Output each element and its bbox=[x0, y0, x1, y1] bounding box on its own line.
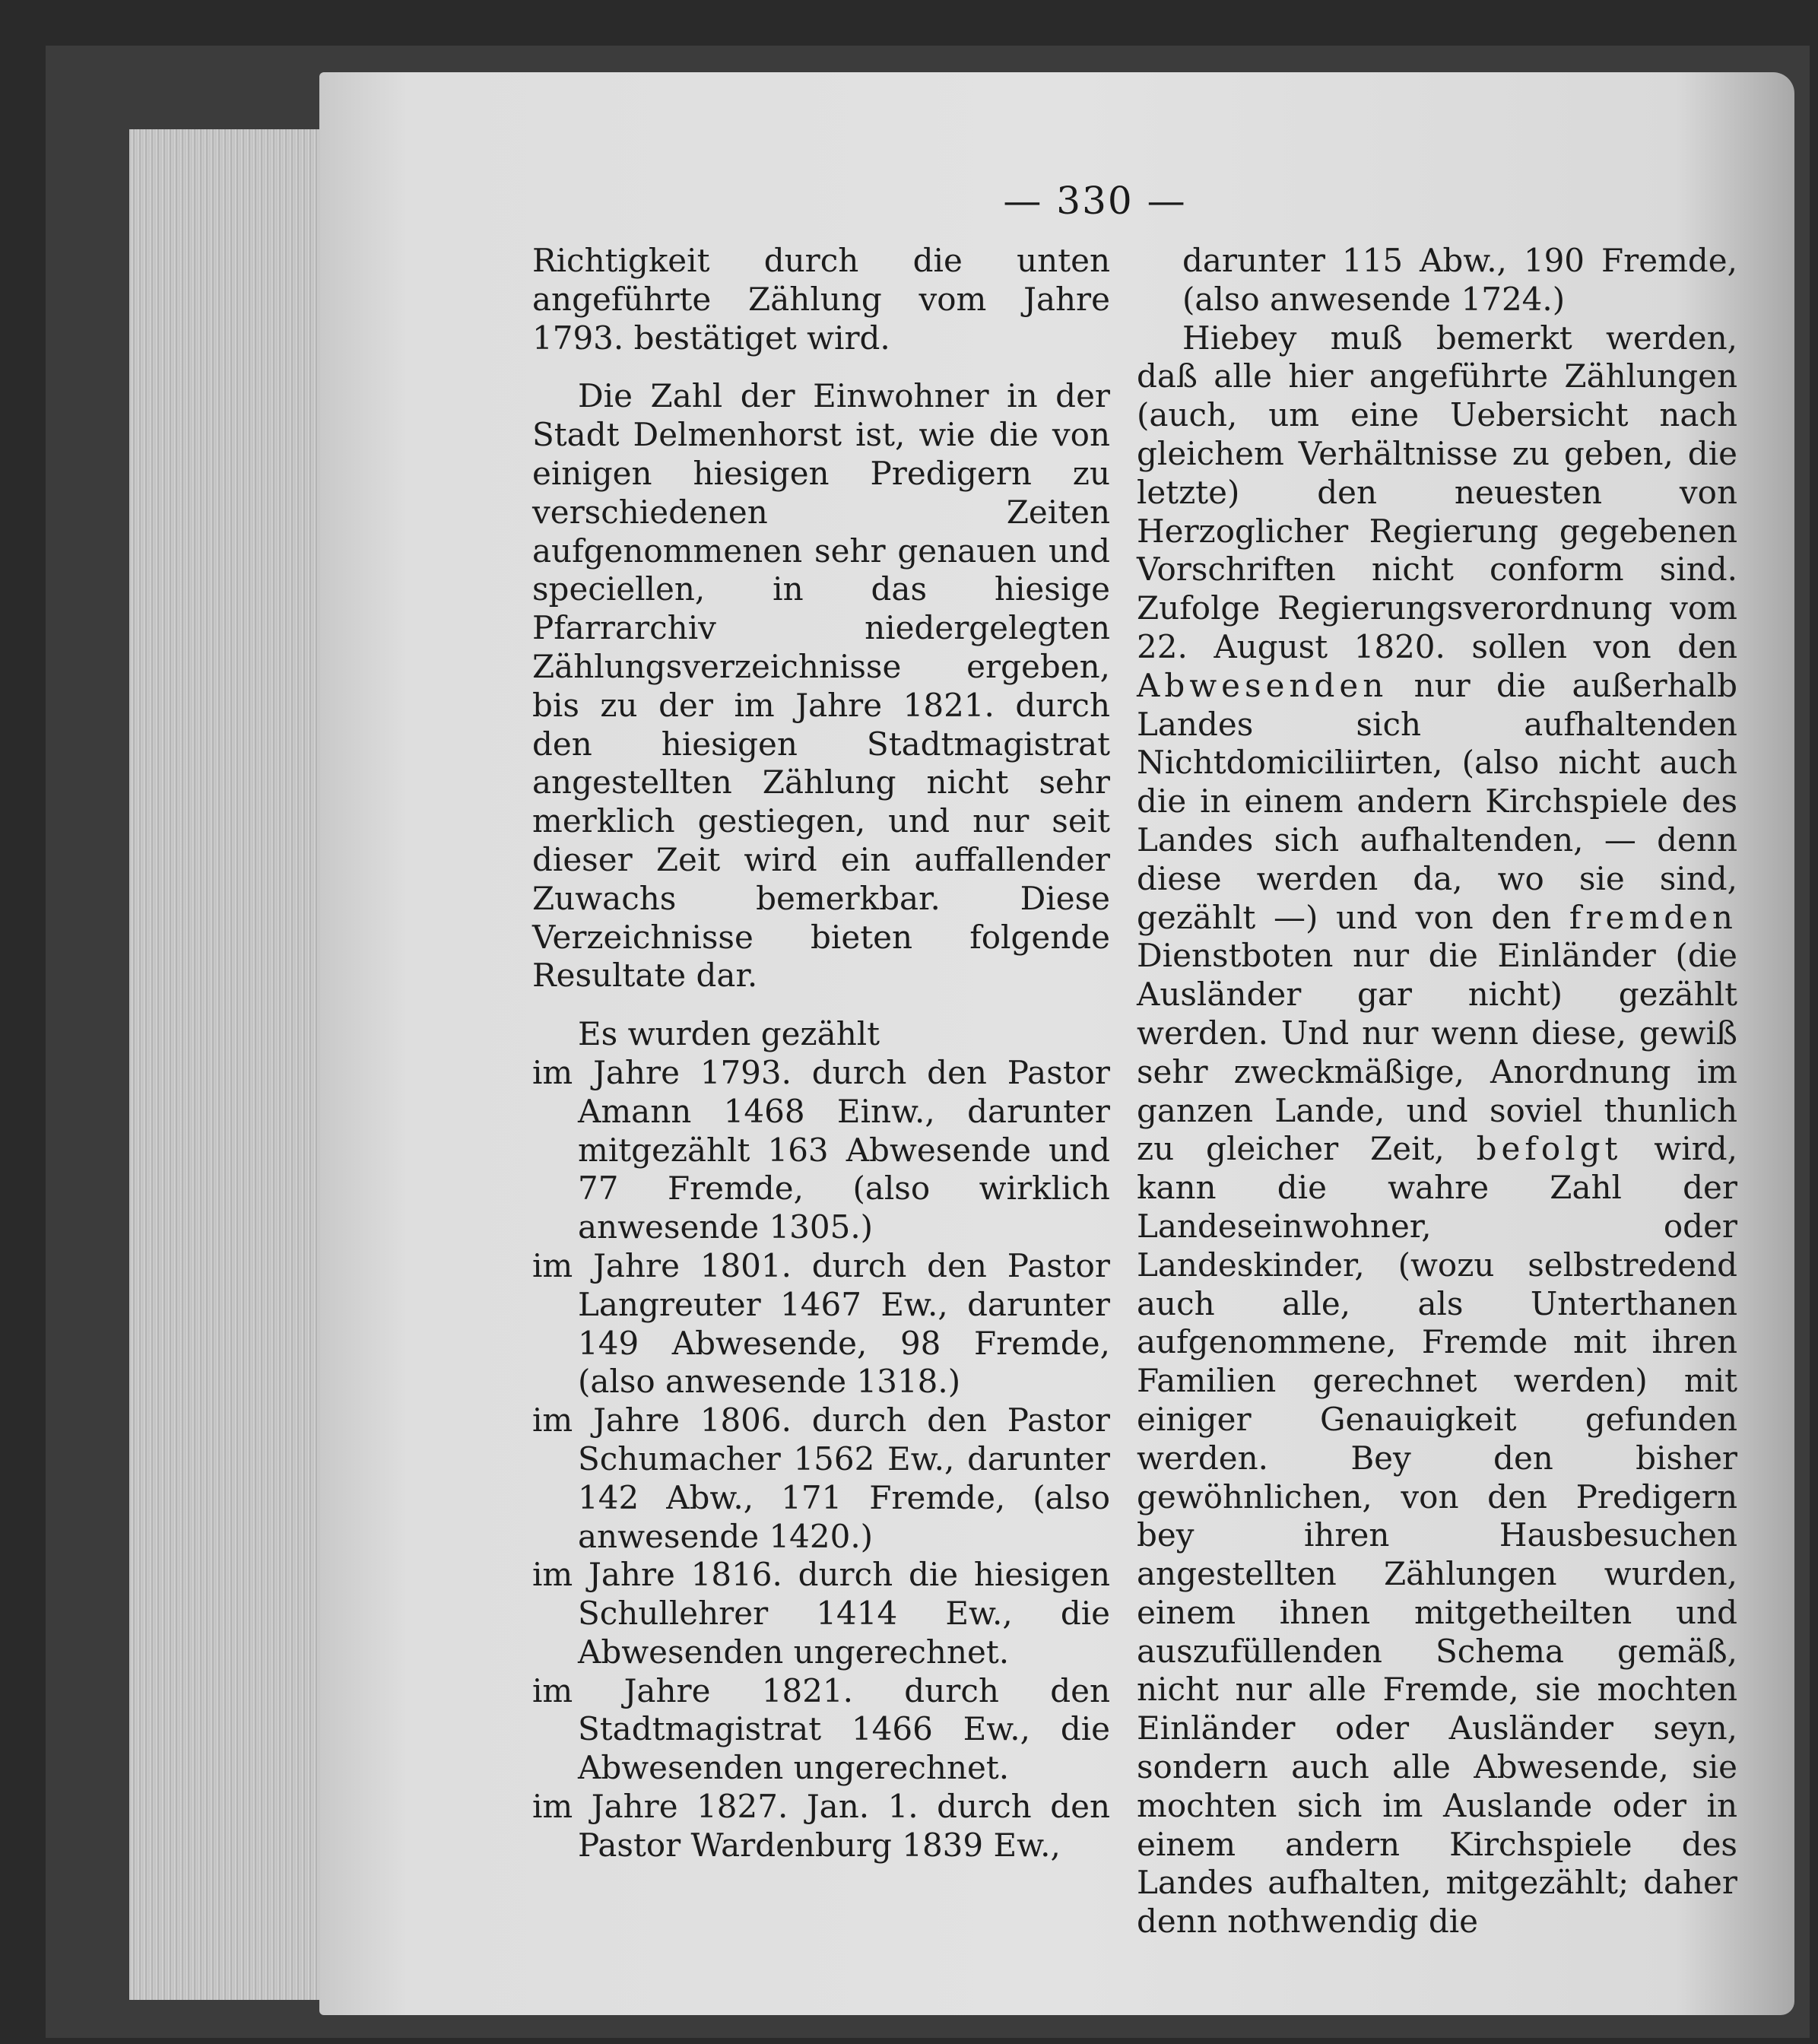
census-entry: im Jahre 1821. durch den Stadtmagistrat 1466 Ew., die Abwesenden ungerechnet. bbox=[532, 1671, 1110, 1787]
paragraph-text: Hiebey muß bemerkt werden, daß alle hier angeführte Zählungen (auch, um eine Uebersicht nach gleichem Verhältnisse zu geben, die letzte) den neuesten von Herzoglicher Regierung gegebenen Vorschriften nicht conform sind. Zufolge Regierungsverordnung vom 22. August 1820. sollen von den bbox=[1137, 319, 1737, 665]
page-number: — 330 — bbox=[1003, 179, 1187, 223]
right-column bbox=[1137, 242, 1737, 1941]
paragraph-text: wird, kann die wahre Zahl der Landeseinwohner, oder Landeskinder, (wozu selbstredend auch alle, als Unterthanen aufgenommene, Fremde mit ihren Familien gerechnet werden) mit einiger Genauigkeit gefunden werden. Bey den bisher gewöhnlichen, von den Predigern bey ihren Hausbesuchen angestellten Zählungen wurden, einem ihnen mitgetheilten und auszufüllenden Schema gemäß, nicht nur alle Fremde, sie mochten Einländer oder Ausländer seyn, sondern auch alle Abwesende, sie mochten sich im Auslande oder in einem andern Kirchspiele des Landes aufhalten, mitgezählt; daher denn nothwendig die bbox=[1137, 1130, 1737, 1941]
paragraph-text: nur die außerhalb Landes sich aufhaltenden Nichtdomiciliirten, (also nicht auch die in einem andern Kirchspiele des Landes sich aufhaltenden, — denn diese werden da, wo sie sind, gezählt —) und von den bbox=[1137, 666, 1737, 936]
paragraph-text: Dienstboten nur die Einländer (die Ausländer gar nicht) gezählt werden. Und nur wenn diese, gewiß sehr zweckmäßige, Anordnung im ganzen Lande, und soviel thunlich zu gleicher Zeit, bbox=[1137, 937, 1737, 1168]
left-column bbox=[532, 242, 1110, 1865]
census-entry: im Jahre 1793. durch den Pastor Amann 1468 Einw., darunter mitgezählt 163 Abwesende und 77 Fremde, (also wirklich anwesende 1305.) bbox=[532, 1053, 1110, 1246]
census-entry: im Jahre 1806. durch den Pastor Schumacher 1562 Ew., darunter 142 Abw., 171 Fremde, (also anwesende 1420.) bbox=[532, 1401, 1110, 1555]
population-paragraph: Die Zahl der Einwohner in der Stadt Delmenhorst ist, wie die von einigen hiesigen Predigern zu verschiedenen Zeiten aufgenommenen sehr genauen und speciellen, in das hiesige Pfarrarchiv niedergelegten Zählungsverzeichnisse ergeben, bis zu der im Jahre 1821. durch den hiesigen Stadtmagistrat angestellten Zählung nicht sehr merklich gestiegen, und nur seit dieser Zeit wird ein auffallender Zuwachs bemerkbar. Diese Verzeichnisse bieten folgende Resultate dar. bbox=[532, 377, 1110, 995]
emphasis-text: befolgt bbox=[1476, 1130, 1623, 1168]
list-intro: Es wurden gezählt bbox=[578, 1015, 880, 1053]
census-entry: im Jahre 1827. Jan. 1. durch den Pastor Wardenburg 1839 Ew., bbox=[532, 1788, 1110, 1864]
census-entry: im Jahre 1816. durch die hiesigen Schullehrer 1414 Ew., die Abwesenden ungerechnet. bbox=[532, 1556, 1110, 1671]
emphasis-text: Abwesenden bbox=[1137, 666, 1388, 704]
emphasis-text: fremden bbox=[1569, 898, 1737, 936]
regulation-paragraph bbox=[1137, 319, 1737, 1941]
census-entry-continuation: darunter 115 Abw., 190 Fremde, (also anwesende 1724.) bbox=[1182, 242, 1737, 318]
intro-text: Richtigkeit durch die unten angeführte Zählung vom Jahre 1793. bestätiget wird. bbox=[532, 242, 1110, 357]
census-entry: im Jahre 1801. durch den Pastor Langreuter 1467 Ew., darunter 149 Abwesende, 98 Fremde, (also anwesende 1318.) bbox=[532, 1246, 1110, 1401]
